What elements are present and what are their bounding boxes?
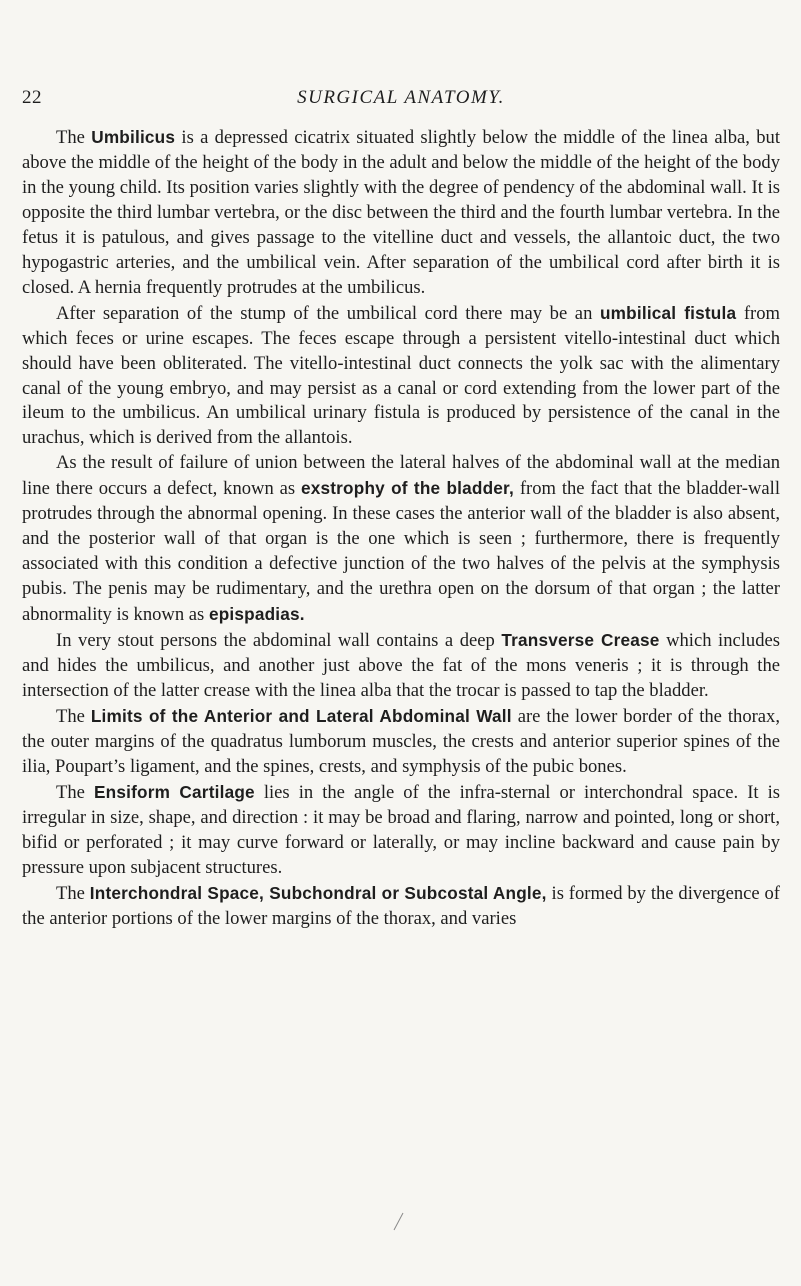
text-run: In very stout persons the abdominal wall contains a deep <box>56 630 502 652</box>
bold-term: umbilical fistula <box>599 302 737 323</box>
paragraph <box>22 780 780 881</box>
text-run: The <box>56 882 90 904</box>
bold-term: Umbilicus <box>91 127 176 147</box>
text-run: The <box>56 705 91 727</box>
paragraph <box>22 628 780 704</box>
bold-term: Limits of the Anterior and Lateral Abdominal Wall <box>90 705 512 726</box>
page-number: 22 <box>22 87 42 108</box>
paragraph <box>22 881 780 932</box>
text-run: from the fact that the bladder-wall protrudes through the abnormal opening. In these cases the anterior wall of the bladder is also absent, and the posterior wall of that organ is the one which is seen ; furthermore, there is frequently associated with this condition a defective junction of the two halves of the pelvis at the symphysis pubis. The penis may be rudimentary, and the urethra open on the dorsum of that organ ; the latter abnormality is known as <box>22 478 780 626</box>
text-run: As the result of failure of union between the lateral halves of the abdominal wall at the median line there occurs a defect, known as <box>22 452 780 500</box>
text-run: lies in the angle of the infra-sternal or interchondral space. It is irregular in size, shape, and direction : it may be broad and flaring, narrow and pointed, long or short, bifid or perforated ; it may curve forward or laterally, or may incline backward and cause pain by pressure upon subjacent structures. <box>22 781 781 878</box>
bold-term: Interchondral Space, Subchondral or Subcostal Angle, <box>89 882 547 903</box>
text-run: is formed by the divergence of the anterior portions of the lower margins of the thorax, and varies <box>22 882 780 929</box>
bold-term: Ensiform Cartilage <box>93 781 255 802</box>
text-run: are the lower border of the thorax, the outer margins of the quadratus lumborum muscles, the crests and anterior superior spines of the ilia, Poupart’s ligament, and the spines, crests, and symphysis of the pubic bones. <box>22 705 781 777</box>
running-title: SURGICAL ANATOMY. <box>297 87 505 108</box>
text-run: The <box>56 781 94 803</box>
text-run: from which feces or urine escapes. The feces escape through a persistent vitello-intestinal duct which should have been obliterated. The vitello-intestinal duct connects the yolk sac with the alimentary canal of the young embryo, and may persist as a canal or cord extending from the lower part of the ileum to the umbilicus. An umbilical urinary fistula is produced by persistence of the canal in the urachus, which is derived from the allantois. <box>22 302 780 449</box>
text-run: is a depressed cicatrix situated slightly below the middle of the linea alba, but above the middle of the height of the body in the adult and below the middle of the height of the body in the young child. Its position varies slightly with the degree of pendency of the abdominal wall. It is opposite the third lumbar vertebra, or the disc between the third and the fourth lumbar vertebra. In the fetus it is patulous, and gives passage to the vitelline duct and vessels, the allantoic duct, the two hypogastric arteries, and the umbilical vein. After separation of the umbilical cord after birth it is closed. A hernia frequently protrudes at the umbilicus. <box>22 127 780 298</box>
body-text <box>22 125 780 932</box>
paragraph <box>22 125 780 301</box>
bold-term: exstrophy of the bladder, <box>300 478 514 499</box>
stray-pencil-mark <box>391 1211 407 1231</box>
bold-term: Transverse Crease <box>501 630 660 651</box>
text-run: The <box>56 127 92 148</box>
bold-term: epispadias. <box>208 604 305 625</box>
page-header <box>22 87 780 115</box>
text-run: After separation of the stump of the umbilical cord there may be an <box>56 302 600 324</box>
paragraph <box>22 301 780 452</box>
paragraph <box>22 451 780 628</box>
text-run: which includes and hides the umbilicus, and another just above the fat of the mons veneris ; it is through the intersection of the latter crease with the linea alba that the trocar is passed to tap the bladder. <box>22 630 781 701</box>
paragraph <box>22 704 780 780</box>
